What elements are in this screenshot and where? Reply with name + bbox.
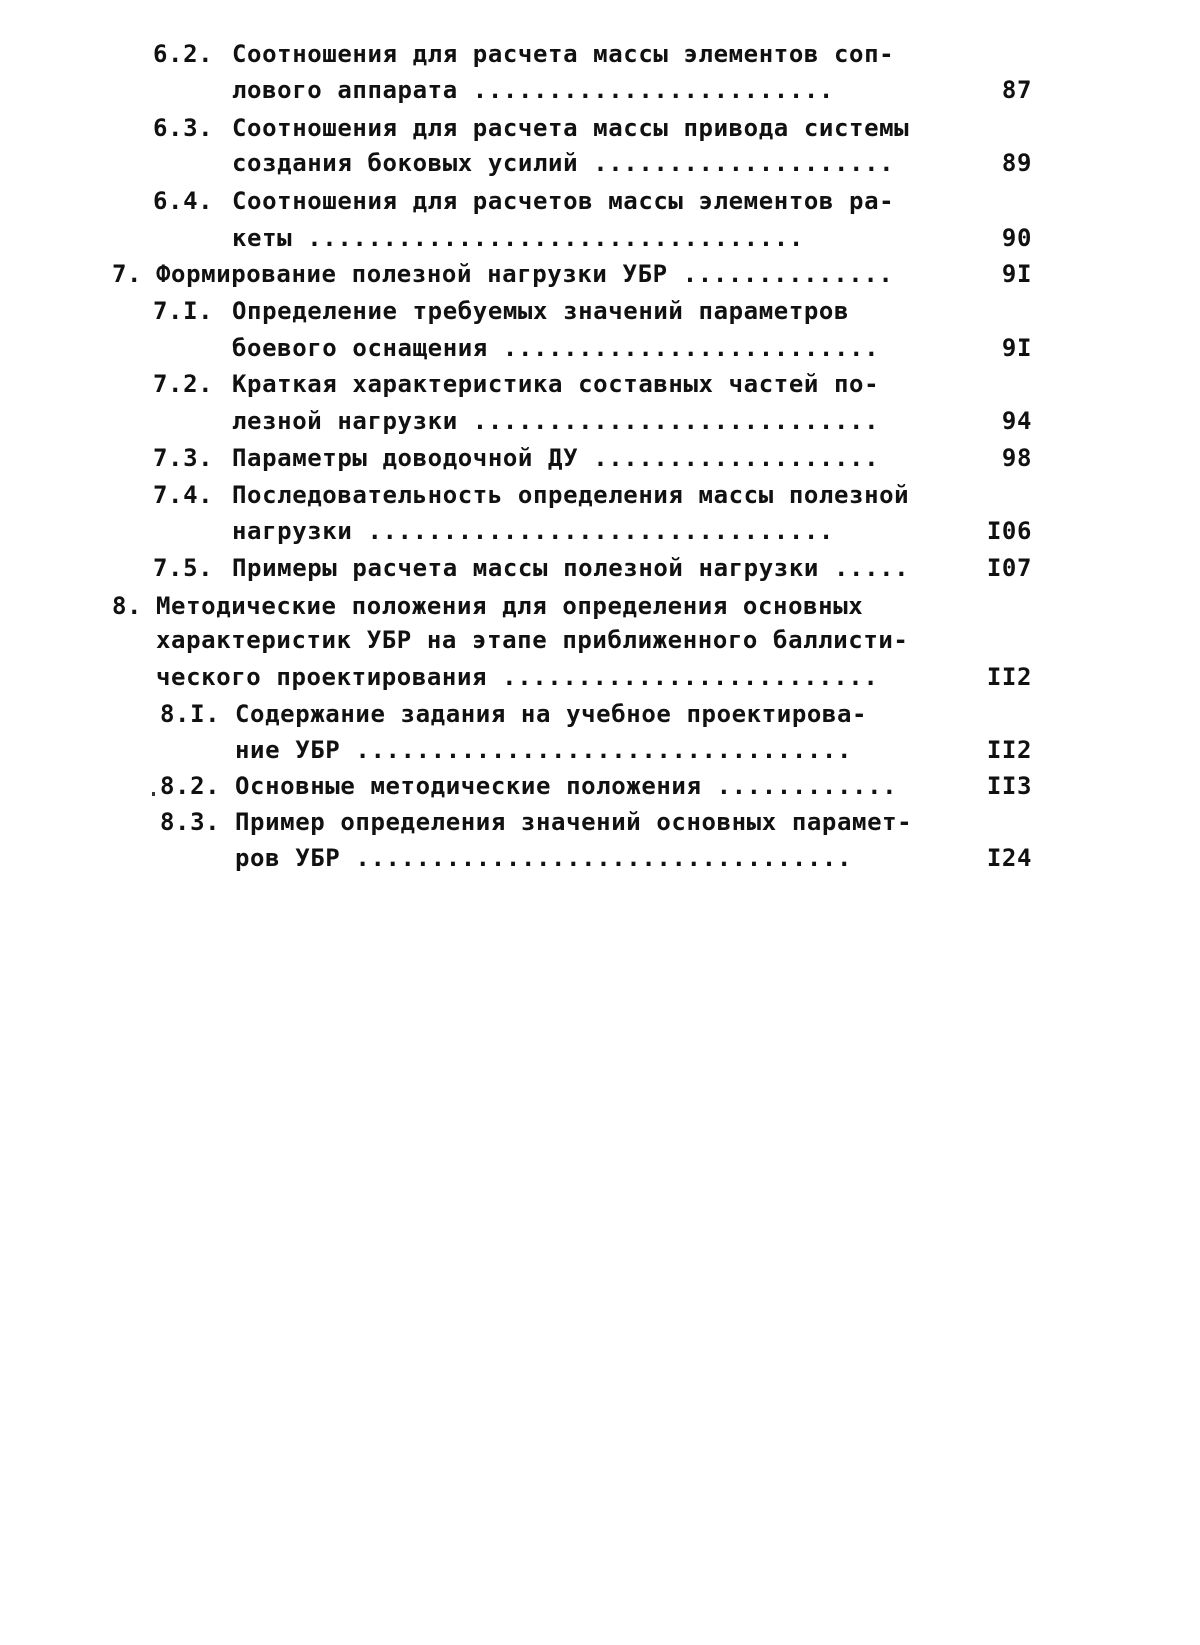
toc-entry-title-text: Параметры доводочной ДУ bbox=[232, 444, 579, 472]
toc-entry-number: 6.2. bbox=[153, 40, 214, 68]
toc-page-number: 87 bbox=[1001, 76, 1032, 104]
toc-entry-line bbox=[0, 477, 910, 513]
toc-entry-line bbox=[0, 220, 1032, 256]
toc-entry-title: Соотношения для расчета массы элементов соп- bbox=[232, 40, 895, 68]
toc-chapter-number: 7. bbox=[112, 260, 143, 288]
toc-entry-number: 8.2. bbox=[160, 772, 221, 800]
toc-entry-number: 7.5. bbox=[153, 554, 214, 582]
toc-leader-dots: ............................... bbox=[352, 517, 834, 545]
toc-entry-title-text: Формирование полезной нагрузки УБР bbox=[156, 260, 668, 288]
toc-entry-title-text: кеты bbox=[232, 224, 293, 252]
toc-entry-title: Соотношения для расчета массы привода системы bbox=[232, 114, 910, 142]
toc-leader-dots: ................................. bbox=[340, 736, 853, 764]
toc-entry-title-text: нагрузки bbox=[232, 517, 353, 545]
toc-entry-title bbox=[232, 72, 834, 108]
toc-chapter-title: Методические положения для определения основных bbox=[156, 592, 864, 620]
toc-entry-title bbox=[232, 440, 879, 476]
toc-entry-line bbox=[0, 659, 1032, 695]
toc-chapter-title bbox=[156, 256, 893, 292]
toc-leader-dots: ..... bbox=[818, 554, 910, 582]
toc-leader-dots: ........................ bbox=[457, 76, 834, 104]
toc-entry-title-text: ров УБР bbox=[235, 844, 341, 872]
toc-entry-number: 8.I. bbox=[160, 700, 221, 728]
toc-entry-title bbox=[232, 550, 909, 586]
toc-entry-number: 7.I. bbox=[153, 297, 214, 325]
toc-entry-title: Пример определения значений основных парамет- bbox=[235, 808, 913, 836]
toc-leader-dots: ........................... bbox=[457, 407, 880, 435]
toc-entry-title: Краткая характеристика составных частей по- bbox=[232, 370, 880, 398]
toc-entry-line bbox=[0, 293, 850, 329]
toc-entry-title bbox=[232, 403, 879, 439]
scan-speck bbox=[152, 792, 155, 796]
toc-entry-title-text: создания боковых усилий bbox=[232, 149, 579, 177]
toc-entry-line bbox=[0, 550, 1032, 586]
toc-leader-dots: .............. bbox=[667, 260, 894, 288]
toc-page-number: 94 bbox=[1001, 407, 1032, 435]
toc-page-number: I07 bbox=[986, 554, 1032, 582]
toc-entry-title: Соотношения для расчетов массы элементов ра- bbox=[232, 187, 895, 215]
toc-page-number: 9I bbox=[1001, 260, 1032, 288]
toc-entry-line bbox=[0, 513, 1032, 549]
toc-entry-line bbox=[0, 330, 1032, 366]
toc-entry-title: Определение требуемых значений параметров bbox=[232, 297, 850, 325]
toc-entry-number: 7.2. bbox=[153, 370, 214, 398]
toc-page-number: II2 bbox=[986, 663, 1032, 691]
toc-entry-line bbox=[0, 366, 880, 402]
toc-entry-line bbox=[0, 696, 868, 732]
toc-entry-title bbox=[232, 330, 879, 366]
toc-page-number: 98 bbox=[1001, 444, 1032, 472]
toc-entry-line bbox=[0, 110, 910, 146]
toc-entry-number: 8.3. bbox=[160, 808, 221, 836]
toc-entry-number: 6.3. bbox=[153, 114, 214, 142]
toc-leader-dots: ......................... bbox=[487, 334, 880, 362]
toc-page-number: 9I bbox=[1001, 334, 1032, 362]
toc-entry-title-text: лового аппарата bbox=[232, 76, 458, 104]
toc-entry-title bbox=[235, 768, 897, 804]
toc-leader-dots: ................................. bbox=[292, 224, 804, 252]
toc-entry-number: 6.4. bbox=[153, 187, 214, 215]
toc-leader-dots: ................................. bbox=[340, 844, 853, 872]
toc-entry-line bbox=[0, 72, 1032, 108]
toc-page-number: II2 bbox=[986, 736, 1032, 764]
toc-entry-title bbox=[232, 513, 834, 549]
toc-page-number: I24 bbox=[986, 844, 1032, 872]
toc-entry-line bbox=[0, 732, 1032, 768]
toc-entry-line bbox=[0, 256, 1032, 292]
toc-entry-number: 7.3. bbox=[153, 444, 214, 472]
toc-entry-title bbox=[232, 145, 894, 181]
toc-entry-title-text: ние УБР bbox=[235, 736, 341, 764]
toc-entry-title-text: ческого проектирования bbox=[156, 663, 488, 691]
toc-entry-title bbox=[235, 840, 852, 876]
toc-entry-line bbox=[0, 183, 895, 219]
toc-entry-number: 7.4. bbox=[153, 481, 214, 509]
toc-entry-line bbox=[0, 36, 895, 72]
toc-entry-title-text: боевого оснащения bbox=[232, 334, 488, 362]
toc-entry-line bbox=[0, 840, 1032, 876]
toc-entry-title: Содержание задания на учебное проектирова- bbox=[235, 700, 868, 728]
toc-entry-line bbox=[0, 622, 909, 658]
toc-entry-line bbox=[0, 804, 913, 840]
toc-entry-title-text: Основные методические положения bbox=[235, 772, 702, 800]
toc-entry-line bbox=[0, 588, 864, 624]
toc-leader-dots: ......................... bbox=[487, 663, 879, 691]
toc-entry-line bbox=[0, 145, 1032, 181]
toc-leader-dots: ................... bbox=[578, 444, 880, 472]
toc-leader-dots: ............ bbox=[701, 772, 898, 800]
toc-leader-dots: .................... bbox=[578, 149, 895, 177]
toc-chapter-title: характеристик УБР на этапе приближенного баллисти- bbox=[156, 626, 909, 654]
toc-page-number: 89 bbox=[1001, 149, 1032, 177]
toc-entry-title bbox=[235, 732, 852, 768]
toc-chapter-number: 8. bbox=[112, 592, 143, 620]
toc-entry-title: Последовательность определения массы полезной bbox=[232, 481, 910, 509]
toc-entry-line bbox=[0, 768, 1032, 804]
toc-entry-title bbox=[232, 220, 804, 256]
toc-entry-line bbox=[0, 403, 1032, 439]
toc-page-number: 90 bbox=[1001, 224, 1032, 252]
toc-page-number: I06 bbox=[986, 517, 1032, 545]
toc-entry-line bbox=[0, 440, 1032, 476]
toc-entry-title-text: Примеры расчета массы полезной нагрузки bbox=[232, 554, 819, 582]
toc-page-number: II3 bbox=[986, 772, 1032, 800]
toc-chapter-title bbox=[156, 659, 878, 695]
toc-entry-title-text: лезной нагрузки bbox=[232, 407, 458, 435]
